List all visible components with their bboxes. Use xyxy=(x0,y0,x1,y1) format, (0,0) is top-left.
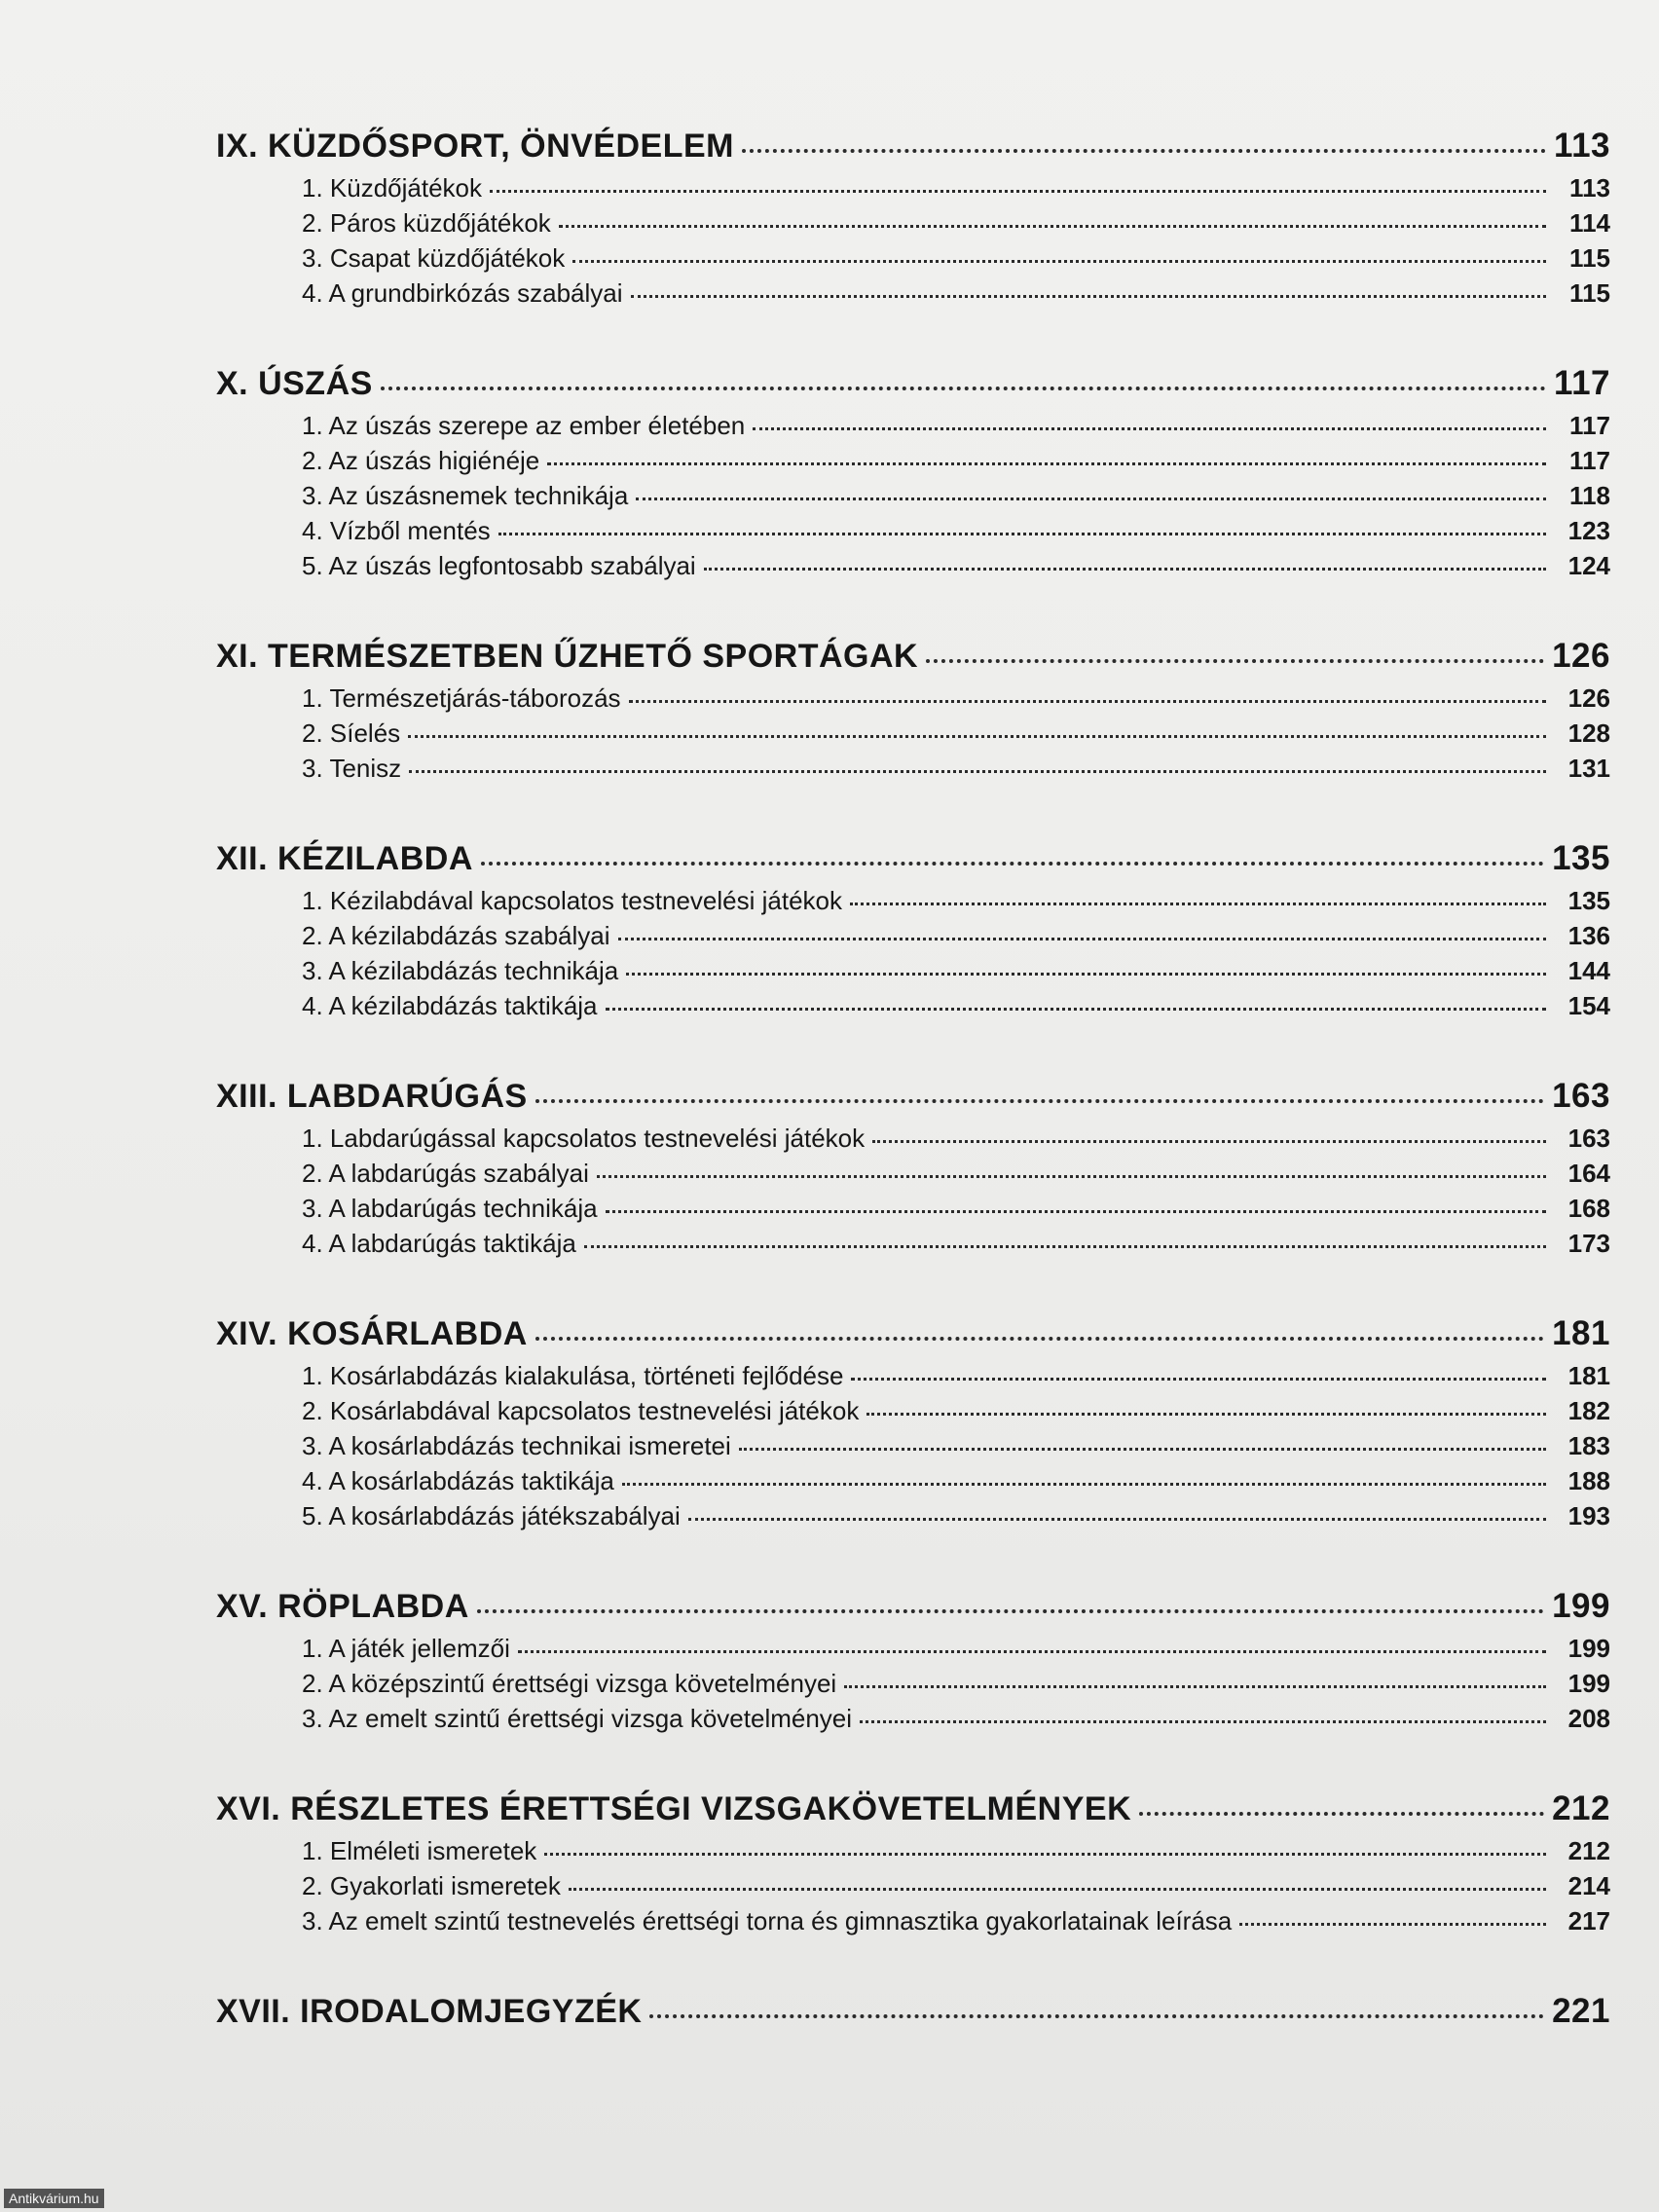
chapter-page-number: 181 xyxy=(1552,1314,1610,1352)
entry-page-number: 117 xyxy=(1569,446,1610,475)
toc-section xyxy=(216,127,1610,313)
toc-entry xyxy=(216,1906,1610,1941)
entry-title: 3. A kézilabdázás technikája xyxy=(302,956,619,985)
entry-page-number: 123 xyxy=(1567,516,1610,545)
dot-leader xyxy=(926,658,1544,663)
entry-title: 4. A kosárlabdázás taktikája xyxy=(302,1466,614,1495)
entry-page-number: 182 xyxy=(1567,1396,1610,1425)
chapter-page-number: 113 xyxy=(1554,127,1610,165)
entry-page-number: 188 xyxy=(1567,1466,1610,1495)
chapter-title: XVI. RÉSZLETES ÉRETTSÉGI VIZSGAKÖVETELMÉNYEK xyxy=(216,1790,1132,1827)
chapter-page-number: 135 xyxy=(1552,839,1610,877)
toc-entry xyxy=(216,1836,1610,1871)
dot-leader xyxy=(572,259,1546,263)
entry-title: 1. Küzdőjátékok xyxy=(302,173,483,203)
dot-leader xyxy=(742,148,1546,153)
toc-entry xyxy=(216,208,1610,243)
toc-entry xyxy=(216,1634,1610,1669)
toc-entry xyxy=(216,411,1610,446)
entry-title: 4. A labdarúgás taktikája xyxy=(302,1229,576,1258)
dot-leader xyxy=(649,2013,1544,2018)
toc-entry xyxy=(216,1669,1610,1704)
entry-page-number: 118 xyxy=(1569,481,1610,510)
toc-entry xyxy=(216,886,1610,921)
entry-page-number: 181 xyxy=(1567,1361,1610,1390)
toc-section xyxy=(216,1992,1610,2039)
entry-title: 1. Kézilabdával kapcsolatos testnevelési játékok xyxy=(302,886,842,915)
chapter-heading xyxy=(216,1789,1610,1836)
toc-entry xyxy=(216,1361,1610,1396)
toc-section xyxy=(216,1077,1610,1264)
toc-entry xyxy=(216,1396,1610,1431)
entry-page-number: 199 xyxy=(1567,1669,1610,1698)
entry-page-number: 183 xyxy=(1567,1431,1610,1460)
toc-entry xyxy=(216,991,1610,1026)
toc-section xyxy=(216,1789,1610,1941)
dot-leader xyxy=(518,1649,1546,1653)
dot-leader xyxy=(481,861,1544,866)
chapter-title: XIII. LABDARÚGÁS xyxy=(216,1078,528,1115)
entry-page-number: 115 xyxy=(1569,243,1610,273)
chapter-heading xyxy=(216,839,1610,886)
toc-entry xyxy=(216,1229,1610,1264)
toc-entry xyxy=(216,446,1610,481)
entry-title: 1. Kosárlabdázás kialakulása, történeti fejlődése xyxy=(302,1361,844,1390)
entry-page-number: 128 xyxy=(1567,719,1610,748)
entry-title: 1. Természetjárás-táborozás xyxy=(302,683,621,713)
toc-entry xyxy=(216,1159,1610,1194)
entry-page-number: 214 xyxy=(1567,1871,1610,1900)
dot-leader xyxy=(381,386,1546,390)
chapter-title: IX. KÜZDŐSPORT, ÖNVÉDELEM xyxy=(216,128,734,165)
entry-page-number: 114 xyxy=(1569,208,1610,238)
entry-title: 5. A kosárlabdázás játékszabályai xyxy=(302,1501,681,1530)
toc-entry xyxy=(216,173,1610,208)
entry-page-number: 199 xyxy=(1567,1634,1610,1663)
entry-page-number: 131 xyxy=(1567,754,1610,783)
toc-entry xyxy=(216,1431,1610,1466)
chapter-title: XV. RÖPLABDA xyxy=(216,1588,469,1625)
dot-leader xyxy=(597,1174,1546,1178)
entry-title: 2. A labdarúgás szabályai xyxy=(302,1159,589,1188)
chapter-heading xyxy=(216,1587,1610,1634)
dot-leader xyxy=(409,769,1546,773)
chapter-heading xyxy=(216,1077,1610,1124)
chapter-page-number: 126 xyxy=(1552,637,1610,675)
entry-page-number: 135 xyxy=(1567,886,1610,915)
toc-entry xyxy=(216,1871,1610,1906)
dot-leader xyxy=(498,532,1546,535)
entry-title: 4. A kézilabdázás taktikája xyxy=(302,991,598,1020)
watermark: Antikvárium.hu xyxy=(4,2189,104,2208)
entry-page-number: 113 xyxy=(1569,173,1610,203)
toc-entry xyxy=(216,1466,1610,1501)
entry-page-number: 168 xyxy=(1567,1194,1610,1223)
chapter-page-number: 199 xyxy=(1552,1587,1610,1625)
entry-title: 1. A játék jellemzői xyxy=(302,1634,510,1663)
chapter-page-number: 117 xyxy=(1554,364,1610,402)
dot-leader xyxy=(851,1377,1546,1381)
chapter-title: XVII. IRODALOMJEGYZÉK xyxy=(216,1993,643,2030)
dot-leader xyxy=(636,497,1546,500)
chapter-page-number: 163 xyxy=(1552,1077,1610,1115)
chapter-title: XII. KÉZILABDA xyxy=(216,840,473,877)
entry-page-number: 115 xyxy=(1569,278,1610,308)
chapter-heading xyxy=(216,1314,1610,1361)
entry-page-number: 144 xyxy=(1567,956,1610,985)
dot-leader xyxy=(866,1412,1546,1416)
dot-leader xyxy=(584,1244,1546,1248)
entry-title: 3. Az emelt szintű testnevelés érettségi torna és gimnasztika gyakorlatainak leírása xyxy=(302,1906,1233,1936)
chapter-heading xyxy=(216,127,1610,173)
entry-title: 2. A kézilabdázás szabályai xyxy=(302,921,610,950)
entry-title: 2. Az úszás higiénéje xyxy=(302,446,540,475)
dot-leader xyxy=(535,1098,1544,1103)
chapter-page-number: 212 xyxy=(1552,1789,1610,1827)
toc-entry xyxy=(216,921,1610,956)
dot-leader xyxy=(477,1608,1544,1613)
entry-title: 5. Az úszás legfontosabb szabályai xyxy=(302,551,696,580)
dot-leader xyxy=(626,972,1546,976)
chapter-heading xyxy=(216,1992,1610,2039)
entry-title: 3. Az emelt szintű érettségi vizsga követelményei xyxy=(302,1704,853,1733)
toc-section xyxy=(216,1587,1610,1739)
toc-entry xyxy=(216,754,1610,789)
entry-page-number: 136 xyxy=(1567,921,1610,950)
dot-leader xyxy=(606,1007,1546,1011)
dot-leader xyxy=(1139,1811,1544,1816)
dot-leader xyxy=(860,1719,1546,1723)
entry-title: 4. A grundbirkózás szabályai xyxy=(302,278,623,308)
toc-entry xyxy=(216,719,1610,754)
toc-entry xyxy=(216,1704,1610,1739)
toc-section xyxy=(216,1314,1610,1536)
chapter-page-number: 221 xyxy=(1552,1992,1610,2030)
toc-entry xyxy=(216,551,1610,586)
entry-title: 3. Az úszásnemek technikája xyxy=(302,481,629,510)
chapter-title: XIV. KOSÁRLABDA xyxy=(216,1315,528,1352)
dot-leader xyxy=(704,567,1546,571)
entry-title: 3. Csapat küzdőjátékok xyxy=(302,243,566,273)
entry-title: 2. A középszintű érettségi vizsga követelményei xyxy=(302,1669,837,1698)
dot-leader xyxy=(559,224,1546,228)
chapter-heading xyxy=(216,637,1610,683)
toc-entry xyxy=(216,516,1610,551)
entry-title: 3. A kosárlabdázás technikai ismeretei xyxy=(302,1431,731,1460)
dot-leader xyxy=(408,734,1546,738)
dot-leader xyxy=(547,461,1546,465)
entry-title: 2. Gyakorlati ismeretek xyxy=(302,1871,561,1900)
entry-title: 1. Labdarúgással kapcsolatos testnevelési játékok xyxy=(302,1124,866,1153)
dot-leader xyxy=(618,937,1546,940)
dot-leader xyxy=(739,1447,1546,1451)
dot-leader xyxy=(631,294,1546,298)
toc-entry xyxy=(216,1501,1610,1536)
entry-page-number: 212 xyxy=(1567,1836,1610,1865)
entry-title: 2. Páros küzdőjátékok xyxy=(302,208,551,238)
entry-page-number: 117 xyxy=(1569,411,1610,440)
toc-section xyxy=(216,637,1610,789)
table-of-contents xyxy=(216,127,1610,2089)
entry-page-number: 126 xyxy=(1567,683,1610,713)
entry-title: 3. Tenisz xyxy=(302,754,402,783)
dot-leader xyxy=(850,902,1546,905)
dot-leader xyxy=(622,1482,1546,1486)
entry-title: 1. Elméleti ismeretek xyxy=(302,1836,537,1865)
toc-entry xyxy=(216,956,1610,991)
dot-leader xyxy=(688,1517,1546,1521)
dot-leader xyxy=(544,1852,1546,1856)
dot-leader xyxy=(606,1209,1546,1213)
toc-entry xyxy=(216,481,1610,516)
dot-leader xyxy=(569,1887,1546,1891)
toc-entry xyxy=(216,683,1610,719)
toc-entry xyxy=(216,243,1610,278)
chapter-title: X. ÚSZÁS xyxy=(216,365,373,402)
toc-section xyxy=(216,839,1610,1026)
entry-page-number: 154 xyxy=(1567,991,1610,1020)
dot-leader xyxy=(1239,1922,1546,1926)
dot-leader xyxy=(753,426,1546,430)
entry-page-number: 124 xyxy=(1567,551,1610,580)
dot-leader xyxy=(535,1336,1544,1341)
dot-leader xyxy=(844,1684,1546,1688)
dot-leader xyxy=(629,699,1546,703)
entry-page-number: 163 xyxy=(1567,1124,1610,1153)
dot-leader xyxy=(872,1139,1546,1143)
entry-page-number: 173 xyxy=(1567,1229,1610,1258)
entry-page-number: 193 xyxy=(1567,1501,1610,1530)
entry-page-number: 217 xyxy=(1567,1906,1610,1936)
entry-title: 2. Síelés xyxy=(302,719,401,748)
entry-title: 1. Az úszás szerepe az ember életében xyxy=(302,411,746,440)
toc-entry xyxy=(216,278,1610,313)
chapter-heading xyxy=(216,364,1610,411)
entry-page-number: 208 xyxy=(1567,1704,1610,1733)
dot-leader xyxy=(490,189,1546,193)
entry-page-number: 164 xyxy=(1567,1159,1610,1188)
entry-title: 4. Vízből mentés xyxy=(302,516,491,545)
entry-title: 2. Kosárlabdával kapcsolatos testnevelési játékok xyxy=(302,1396,860,1425)
toc-entry xyxy=(216,1194,1610,1229)
entry-title: 3. A labdarúgás technikája xyxy=(302,1194,598,1223)
toc-section xyxy=(216,364,1610,586)
toc-entry xyxy=(216,1124,1610,1159)
chapter-title: XI. TERMÉSZETBEN ŰZHETŐ SPORTÁGAK xyxy=(216,638,919,675)
